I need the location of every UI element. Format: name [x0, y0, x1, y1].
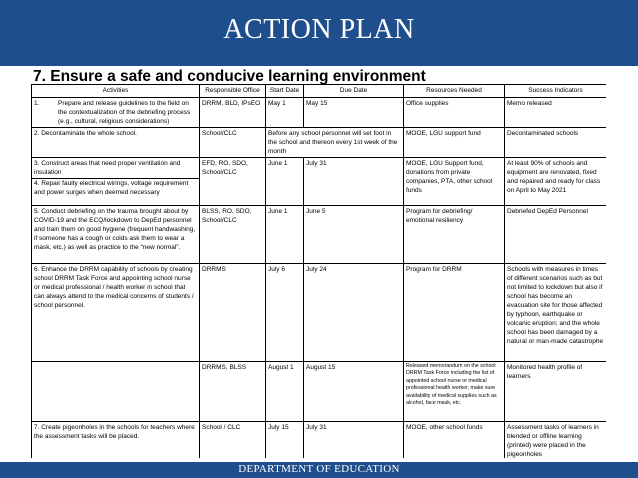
action-plan-table-container: [31, 84, 606, 462]
resources-cell: MOOE, LGU support fund: [404, 128, 505, 158]
office-cell: DRRMS: [200, 264, 266, 362]
resources-cell: MOOE, LGU Support fund, donations from private companies, PTA, other school funds: [404, 158, 505, 206]
table-row: [32, 422, 607, 461]
column-header-start-date: Start Date: [266, 85, 304, 98]
start-date-cell: May 1: [266, 98, 304, 128]
start-due-cell: Before any school personnel will set foot in the school and thereon every 1st week of the month: [266, 128, 404, 158]
office-cell: School / CLC: [200, 422, 266, 461]
office-cell: BLSS, RO, SDO, School/CLC: [200, 206, 266, 264]
activity-cell: 2. Decontaminate the whole school.: [32, 128, 200, 158]
page-title: ACTION PLAN: [223, 14, 415, 45]
office-cell: School/CLC: [200, 128, 266, 158]
activity-text: Prepare and release guidelines to the field on the contextualization of the debriefing process (e.g., cultural, religious considerations): [58, 100, 191, 125]
start-date-cell: August 1: [266, 362, 304, 422]
activity-text: 4. Repair faulty electrical wirings, voltage requirement and power surges when deemed necessary: [34, 180, 189, 196]
column-header-responsible-office: Responsible Office: [200, 85, 266, 98]
footer-text: DEPARTMENT OF EDUCATION: [238, 463, 400, 475]
activity-text: 3. Construct areas that need proper ventilation and insulation: [32, 158, 199, 179]
due-date-cell: July 24: [304, 264, 404, 362]
office-cell: EFD, RO, SDO, School/CLC: [200, 158, 266, 206]
activity-cell: 7. Create pigeonholes in the schools for teachers where the assessment tasks will be placed.: [32, 422, 200, 461]
resources-cell: Released memorandum on the school DRRM Task Force including the list of appointed school nurse or medical professional health worker, make sure availability of medical supplies such as alcohol, face mask, etc.: [404, 362, 505, 422]
activity-cell: [32, 362, 200, 422]
start-date-cell: June 1: [266, 158, 304, 206]
column-header-success-indicators: Success Indicators: [505, 85, 607, 98]
due-date-cell: June 5: [304, 206, 404, 264]
indicators-cell: Decontaminated schools: [505, 128, 607, 158]
resources-cell: Program for DRRM: [404, 264, 505, 362]
due-date-cell: July 31: [304, 422, 404, 461]
indicators-cell: Assessment tasks of learners in blended or offline learning (printed) were placed in the pigeonholes: [505, 422, 607, 461]
office-cell: DRRM, BLD, IPsEO: [200, 98, 266, 128]
title-banner: [0, 0, 638, 66]
indicators-cell: Schools with measures in times of different scenarios such as but not limited to lockdown but also if school has become an evacuation site for those affected by typhoon, earthquake or volcanic eruption; and the whole school has been damaged by a natural or man-made catastrophe: [505, 264, 607, 362]
due-date-cell: July 31: [304, 158, 404, 206]
table-row: [32, 362, 607, 422]
table-row: [32, 206, 607, 264]
indicators-cell: At least 90% of schools and equipment are renovated, fixed and repaired and ready for class on April to May 2021: [505, 158, 607, 206]
table-row: [32, 158, 607, 206]
indicators-cell: Debriefed DepEd Personnel: [505, 206, 607, 264]
column-header-activities: Activities: [32, 85, 200, 98]
column-header-resources-needed: Resources Needed: [404, 85, 505, 98]
indicators-cell: Monitored health profile of learners: [505, 362, 607, 422]
start-date-cell: July 6: [266, 264, 304, 362]
resources-cell: Office supplies: [404, 98, 505, 128]
table-header-row: [32, 85, 607, 98]
table-row: [32, 264, 607, 362]
due-date-cell: August 15: [304, 362, 404, 422]
due-date-cell: May 15: [304, 98, 404, 128]
section-title: 7. Ensure a safe and conducive learning environment: [33, 68, 426, 85]
table-row: [32, 98, 607, 128]
activity-cell: [32, 158, 200, 206]
action-plan-table: [31, 84, 606, 461]
activity-cell: [32, 98, 200, 128]
resources-cell: Program for debriefing/ emotional resiliency: [404, 206, 505, 264]
activity-cell: 6. Enhance the DRRM capability of schools by creating school DRRM Task Force and appointing school nurse or medical professional / health worker in school that can always attend to the medical concerns of students / school personnel.: [32, 264, 200, 362]
office-cell: DRRMS, BLSS: [200, 362, 266, 422]
activity-cell: 5. Conduct debriefing on the trauma brought about by COVID-19 and the ECQ/lockdown to DepEd personnel and train them on good hygiene (frequent handwashing, if someone has a cough or colds ask them to wear a mask, etc.) as well as practice to the “new normal”.: [32, 206, 200, 264]
resources-cell: MOOE, other school funds: [404, 422, 505, 461]
table-row: [32, 128, 607, 158]
start-date-cell: July 15: [266, 422, 304, 461]
activity-number: 1.: [34, 100, 40, 107]
column-header-due-date: Due Date: [304, 85, 404, 98]
footer-banner: [0, 462, 638, 478]
indicators-cell: Memo released: [505, 98, 607, 128]
start-date-cell: June 1: [266, 206, 304, 264]
